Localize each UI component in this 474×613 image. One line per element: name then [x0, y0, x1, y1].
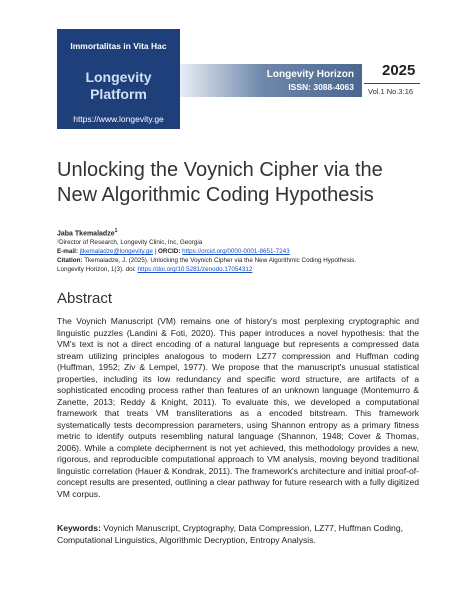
platform-name-line1: Longevity [85, 69, 152, 85]
platform-logo-box [57, 29, 180, 129]
platform-url[interactable]: https://www.longevity.ge [73, 114, 164, 124]
doi-link[interactable]: https://doi.org/10.5281/zenodo.17054312 [137, 266, 253, 273]
author-name-text: Jaba Tkemaladze [57, 230, 115, 238]
abstract-heading: Abstract [57, 290, 113, 307]
citation-text-2: Longevity Horizon, 1(3). doi: [57, 266, 136, 273]
header-divider [364, 83, 420, 84]
contact-line: E-mail: jtkemaladze@longevity.ge | ORCID: https://orcid.org/0000-0001-8651-7243 [57, 248, 290, 255]
journal-issn: ISSN: 3088-4063 [288, 82, 354, 92]
orcid-link[interactable]: https://orcid.org/0000-0001-8651-7243 [182, 248, 290, 255]
citation-text: Tkemaladze, J. (2025). Unlocking the Voynich Cipher via the New Algorithmic Coding Hypothesis. [84, 257, 357, 264]
citation-label: Citation: [57, 257, 83, 264]
keywords [57, 523, 419, 546]
platform-name-line2: Platform [90, 86, 147, 102]
citation-line [57, 257, 356, 265]
platform-tagline: Immortalitas in Vita Hac [70, 41, 167, 51]
journal-name: Longevity Horizon [266, 69, 354, 80]
abstract-body: The Voynich Manuscript (VM) remains one of history's most perplexing cryptographic and linguistic puzzles (Landini & Foti, 2020). This paper introduces a novel hypothesis: that the VM's text is not a direct encoding of a natural language but represents a compressed data stream utilizing principles analogous to modern LZ77 compression and Huffman coding (Huffman, 1952; Ziv & Lempel, 1977). We propose that the manuscript's unusual statistical properties, including its low redundancy and specific word structure, are artifacts of a sophisticated encoding process rather than features of an unknown language (Montemurro & Zanette, 2013; Reddy & Knight, 2011). To evaluate this, we developed a computational framework that treats VM transliterations as a encoded bitstream. This framework systematically tests decompression parameters, using Shannon entropy as a primary fitness metric to identify outputs resembling natural language (Shannon, 1948; Cover & Thomas, 2006). While a complete decipherment is not yet achieved, this methodology provides a new, rigorous, and reproducible computational approach to VM analysis, moving beyond traditional linguistic correlation (Hauer & Kondrak, 2011). The framework's architecture and initial proof-of-concept results are presented, outlining a clear pathway for future research with a fully digitized VM corpus. [57, 316, 419, 499]
orcid-label: ORCID: [158, 248, 181, 255]
citation-line-2 [57, 266, 252, 274]
issue-volume: Vol.1 No.3:16 [368, 87, 414, 96]
author-name [57, 228, 117, 237]
author-affiliation: ¹Director of Research, Longevity Clinic, Inc, Georgia [57, 239, 203, 246]
keywords-text: Voynich Manuscript, Cryptography, Data Compression, LZ77, Huffman Coding, Computational Linguistics, Algorithmic Decryption, Entropy Analysis. [57, 523, 403, 545]
issue-year: 2025 [382, 62, 416, 79]
keywords-label: Keywords: [57, 523, 101, 533]
email-link[interactable]: jtkemaladze@longevity.ge [79, 248, 153, 255]
email-label: E-mail: [57, 248, 78, 255]
journal-band [180, 64, 362, 97]
paper-title: Unlocking the Voynich Cipher via the New Algorithmic Coding Hypothesis [57, 159, 383, 206]
author-sup: 1 [114, 228, 118, 234]
